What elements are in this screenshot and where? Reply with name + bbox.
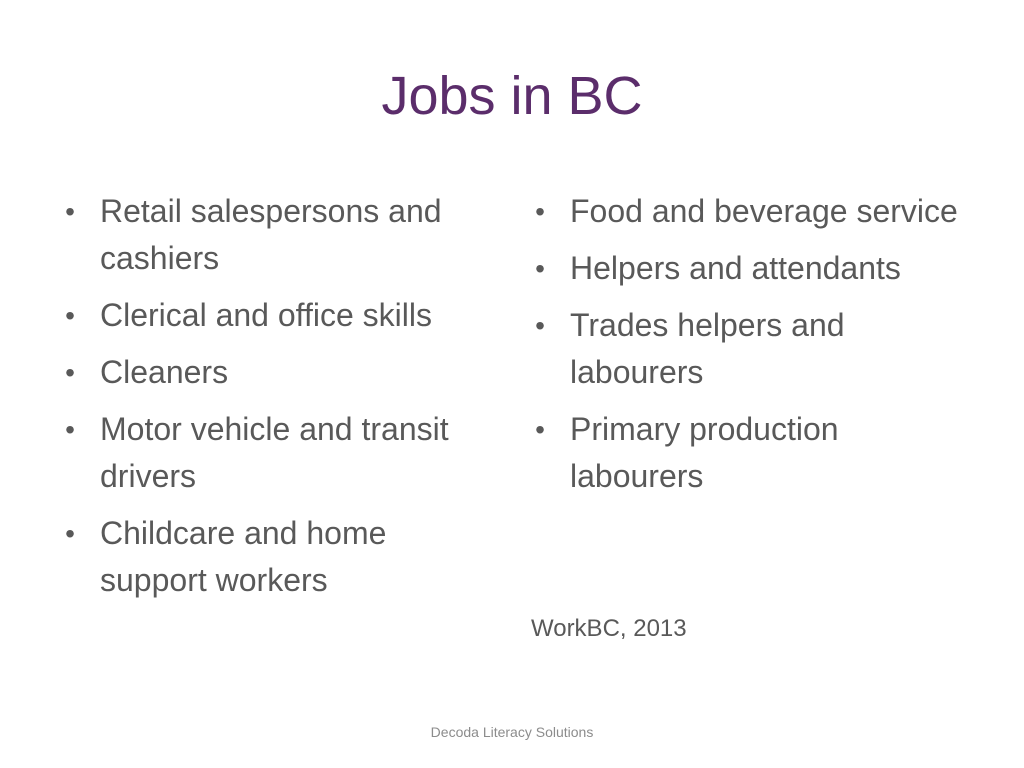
list-item bbox=[60, 188, 490, 282]
list-item-text: Motor vehicle and transit drivers bbox=[100, 411, 449, 494]
list-item-text: Food and beverage service bbox=[570, 193, 958, 229]
footer-text: Decoda Literacy Solutions bbox=[430, 724, 594, 740]
bullet-icon: • bbox=[535, 414, 545, 445]
bullet-icon: • bbox=[535, 253, 545, 284]
bullet-icon: • bbox=[65, 196, 75, 227]
list-item-text: Retail salespersons and cashiers bbox=[100, 193, 442, 276]
list-item bbox=[530, 302, 970, 396]
right-bullet-list bbox=[530, 188, 970, 510]
bullet-icon: • bbox=[65, 414, 75, 445]
list-item-text: Helpers and attendants bbox=[570, 250, 901, 286]
list-item bbox=[530, 406, 970, 500]
list-item bbox=[60, 510, 490, 604]
list-item-text: Childcare and home support workers bbox=[100, 515, 387, 598]
list-item bbox=[530, 245, 970, 292]
list-item bbox=[60, 406, 490, 500]
list-item bbox=[60, 292, 490, 339]
slide-title: Jobs in BC bbox=[381, 66, 643, 126]
list-item-text: Clerical and office skills bbox=[100, 297, 432, 333]
list-item-text: Trades helpers and labourers bbox=[570, 307, 845, 390]
bullet-icon: • bbox=[65, 518, 75, 549]
list-item-text: Primary production labourers bbox=[570, 411, 839, 494]
bullet-icon: • bbox=[65, 300, 75, 331]
bullet-icon: • bbox=[65, 357, 75, 388]
list-item-text: Cleaners bbox=[100, 354, 229, 390]
list-item bbox=[530, 188, 970, 235]
list-item bbox=[60, 349, 490, 396]
bullet-icon: • bbox=[535, 310, 545, 341]
left-bullet-list bbox=[60, 188, 490, 614]
source-citation: WorkBC, 2013 bbox=[531, 615, 687, 642]
bullet-icon: • bbox=[535, 196, 545, 227]
